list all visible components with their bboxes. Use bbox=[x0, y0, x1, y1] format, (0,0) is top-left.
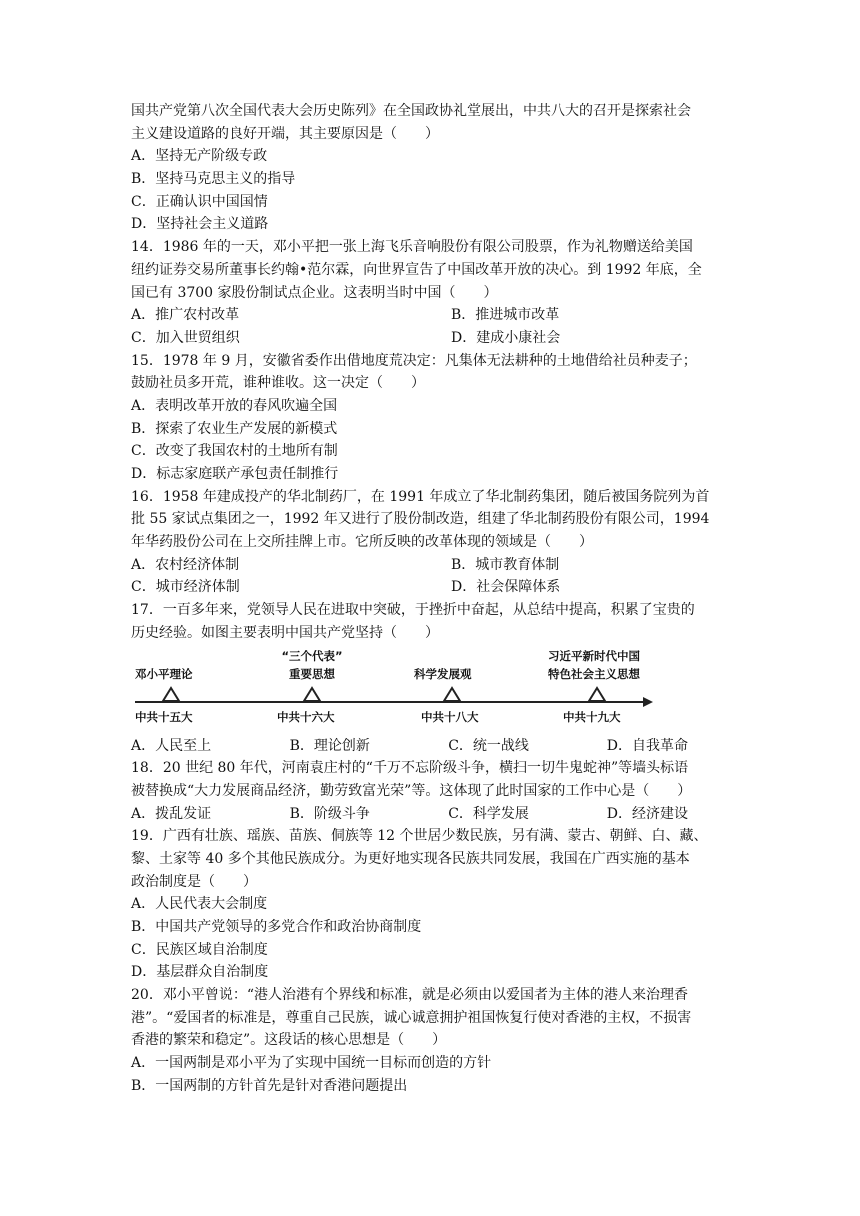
option-b: B．推进城市改革 bbox=[451, 307, 560, 324]
option-b: B．阶级斗争 bbox=[289, 805, 370, 822]
theory-timeline-figure bbox=[131, 648, 731, 731]
question-stem: 14．1986 年的一天，邓小平把一张上海飞乐音响股份有限公司股票，作为礼物赠送给美国 bbox=[131, 239, 693, 256]
question-stem: 18．20 世纪 80 年代，河南袁庄村的“千万不忘阶级斗争，横扫一切牛鬼蛇神”等墙头标语 bbox=[131, 760, 689, 777]
theory-text: “三个代表” bbox=[281, 648, 343, 663]
option-a: A．农村经济体制 bbox=[131, 556, 240, 573]
timeline-marker-3 bbox=[444, 688, 460, 701]
exam-page bbox=[131, 100, 731, 1098]
option-d: D．经济建设 bbox=[606, 805, 689, 822]
option-d: D．基层群众自治制度 bbox=[131, 964, 269, 981]
question-stem: 19．广西有壮族、瑶族、苗族、侗族等 12 个世居少数民族，另有满、蒙古、朝鲜、白、藏、 bbox=[131, 828, 708, 845]
theory-text: 特色社会主义思想 bbox=[548, 666, 640, 681]
timeline-congress-1: 中共十五大 bbox=[135, 709, 193, 724]
option-c: C．城市经济体制 bbox=[131, 579, 240, 596]
question-stem: 政治制度是（ ） bbox=[131, 873, 257, 890]
option-c: C．科学发展 bbox=[448, 805, 529, 822]
option-d: D．坚持社会主义道路 bbox=[131, 216, 269, 233]
question-stem: 国共产党第八次全国代表大会历史陈列》在全国政协礼堂展出，中共八大的召开是探索社会 bbox=[131, 103, 691, 119]
option-b: B．中国共产党领导的多党合作和政治协商制度 bbox=[131, 919, 422, 935]
question-stem: 纽约证券交易所董事长约翰•范尔霖，向世界宣告了中国改革开放的决心。到 1992 年底，全 bbox=[131, 261, 702, 278]
question-stem: 港”。“爱国者的标准是，尊重自己民族，诚心诚意拥护祖国恢复行使对香港的主权，不损害 bbox=[131, 1009, 692, 1026]
question-stem: 黎、土家等 40 多个其他民族成分。为更好地实现各民族共同发展，我国在广西实施的基本 bbox=[131, 850, 690, 867]
option-a: A．坚持无产阶级专政 bbox=[131, 148, 268, 165]
option-c: C．加入世贸组织 bbox=[131, 329, 240, 346]
option-d: D．社会保障体系 bbox=[451, 579, 561, 596]
option-b: B．理论创新 bbox=[289, 737, 370, 754]
option-a: A．人民至上 bbox=[131, 737, 212, 754]
option-a: A．一国两制是邓小平为了实现中国统一目标而创造的方针 bbox=[131, 1055, 492, 1072]
option-d: D．自我革命 bbox=[606, 737, 689, 754]
option-b: B．一国两制的方针首先是针对香港问题提出 bbox=[131, 1077, 408, 1094]
question-20 bbox=[131, 984, 731, 1097]
question-stem: 历史经验。如图主要表明中国共产党坚持（ ） bbox=[131, 624, 439, 641]
theory-text: 邓小平理论 bbox=[135, 666, 193, 681]
question-19 bbox=[131, 825, 731, 984]
timeline-theory-2 bbox=[267, 647, 357, 683]
timeline-arrow-icon bbox=[643, 697, 653, 707]
timeline-theory-4 bbox=[529, 647, 659, 683]
question-stem: 17．一百多年来，党领导人民在进取中突破，于挫折中奋起，从总结中提高，积累了宝贵的 bbox=[131, 602, 695, 619]
theory-text: 科学发展观 bbox=[414, 666, 472, 681]
question-14 bbox=[131, 236, 731, 349]
question-13 bbox=[131, 100, 731, 236]
option-d: D．标志家庭联产承包责任制推行 bbox=[131, 466, 339, 482]
option-b: B．探索了农业生产发展的新模式 bbox=[131, 420, 338, 437]
timeline-theory-3 bbox=[414, 665, 472, 683]
question-stem: 被替换成“大力发展商品经济，勤劳致富光荣”等。这体现了此时国家的工作中心是（ ） bbox=[131, 782, 692, 799]
timeline-congress-2: 中共十六大 bbox=[277, 709, 335, 724]
option-a: A．人民代表大会制度 bbox=[131, 896, 268, 913]
option-a: A．表明改革开放的春风吹遍全国 bbox=[131, 397, 338, 414]
question-stem: 15．1978 年 9 月，安徽省委作出借地度荒决定：凡集体无法耕种的土地借给社员种麦子； bbox=[131, 352, 697, 369]
option-b: B．坚持马克思主义的指导 bbox=[131, 171, 296, 188]
option-b: B．城市教育体制 bbox=[451, 556, 560, 573]
option-c: C．改变了我国农村的土地所有制 bbox=[131, 443, 338, 460]
timeline-congress-3: 中共十八大 bbox=[421, 709, 479, 724]
timeline-theory-1 bbox=[135, 665, 193, 683]
option-c: C．统一战线 bbox=[448, 737, 529, 754]
question-stem: 国已有 3700 家股份制试点企业。这表明当时中国（ ） bbox=[131, 284, 498, 301]
question-16 bbox=[131, 486, 731, 599]
question-stem: 20．邓小平曾说：“港人治港有个界线和标准，就是必须由以爱国者为主体的港人来治理香 bbox=[131, 987, 688, 1004]
question-stem: 16．1958 年建成投产的华北制药厂，在 1991 年成立了华北制药集团，随后被国务院列为首 bbox=[131, 488, 710, 505]
theory-text: 习近平新时代中国 bbox=[548, 648, 640, 663]
question-stem: 鼓励社员多开荒，谁种谁收。这一决定（ ） bbox=[131, 375, 425, 392]
question-stem: 香港的繁荣和稳定”。这段话的核心思想是（ ） bbox=[131, 1032, 447, 1049]
question-17 bbox=[131, 599, 731, 757]
question-stem: 年华药股份公司在上交所挂牌上市。它所反映的改革体现的领域是（ ） bbox=[131, 534, 593, 551]
question-15 bbox=[131, 350, 731, 486]
question-18 bbox=[131, 757, 731, 825]
question-stem: 主义建设道路的良好开端，其主要原因是（ ） bbox=[131, 125, 439, 142]
timeline-marker-2 bbox=[304, 688, 320, 701]
timeline-congress-4: 中共十九大 bbox=[563, 709, 621, 724]
timeline-marker-4 bbox=[589, 688, 605, 701]
option-a: A．推广农村改革 bbox=[131, 307, 240, 324]
option-c: C．正确认识中国国情 bbox=[131, 193, 268, 210]
option-c: C．民族区域自治制度 bbox=[131, 941, 268, 958]
option-a: A．拨乱发证 bbox=[131, 805, 212, 822]
theory-text: 重要思想 bbox=[289, 666, 335, 681]
timeline-marker-1 bbox=[163, 688, 179, 701]
question-stem: 批 55 家试点集团之一，1992 年又进行了股份制改造，组建了华北制药股份有限公司，1994 bbox=[131, 511, 710, 528]
option-d: D．建成小康社会 bbox=[451, 329, 561, 346]
